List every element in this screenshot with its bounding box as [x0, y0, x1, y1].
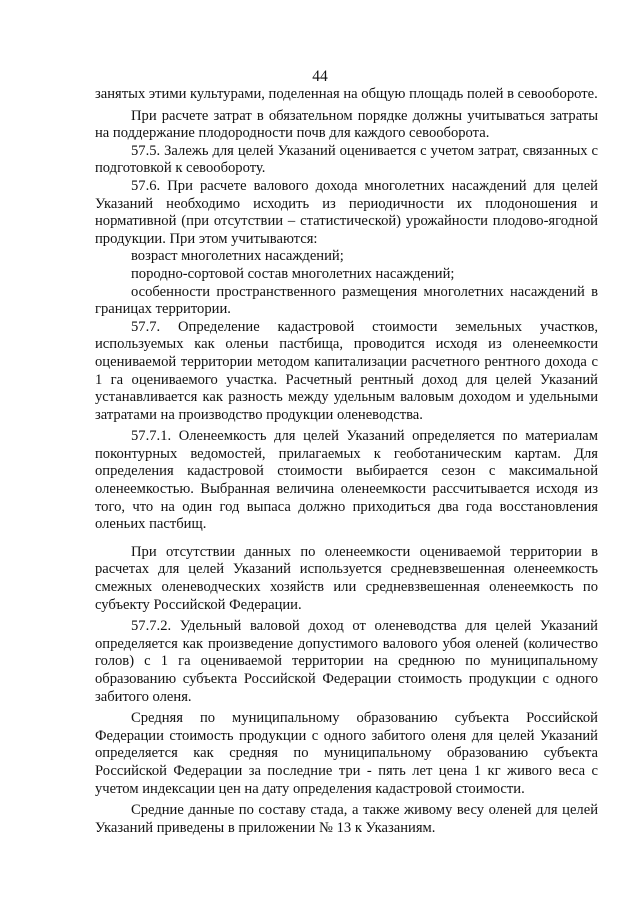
- paragraph-57-7-1: 57.7.1. Оленеемкость для целей Указаний определяется по материалам поконтурных ведомостей, прилагаемых к геоботаническим картам. Для определения кадастровой стоимости выбирается сезон с максимальной оленеемкостью. Выбранная величина оленеемкости рассчитывается исходя из того, что на один год выпаса должно приходиться два года восстановления оленьих пастбищ.: [95, 428, 598, 533]
- paragraph-57-6: 57.6. При расчете валового дохода многолетних насаждений для целей Указаний необходимо исходить из периодичности их плодоношения и нормативной (при отсутствии – статистической) урожайности плодово-ягодной продукции. При этом учитываются:: [95, 177, 598, 247]
- list-item-age: возраст многолетних насаждений;: [131, 248, 344, 265]
- paragraph-appendix-13: Средние данные по составу стада, а также живому весу оленей для целей Указаний приведены в приложении № 13 к Указаниям.: [95, 802, 598, 836]
- paragraph-57-7: 57.7. Определение кадастровой стоимости земельных участков, используемых как оленьи пастбища, проводится исходя из оленеемкости оцениваемой территории методом капитализации расчетного рентного дохода с 1 га оцениваемого участка. Расчетный рентный доход для целей Указаний устанавливается как разность между удельным валовым доходом и удельными затратами на производство продукции оленеводства.: [95, 318, 598, 423]
- paragraph-57-7-2: 57.7.2. Удельный валовой доход от оленеводства для целей Указаний определяется как произведение допустимого валового убоя оленей (количество голов) с 1 га оцениваемой территории на среднюю по муниципальному образованию субъекта Российской Федерации стоимость продукции с одного забитого оленя.: [95, 618, 598, 705]
- document-body: [95, 86, 598, 837]
- paragraph-average-cost: Средняя по муниципальному образованию субъекта Российской Федерации стоимость продукции с одного забитого оленя для целей Указаний определяется как средняя по муниципальному образованию субъекта Российской Федерации за последние три - пять лет цена 1 кг живого веса с учетом индексации цен на дату определения кадастровой стоимости.: [95, 710, 598, 797]
- list-item-varietal-composition: породно-сортовой состав многолетних насаждений;: [131, 265, 455, 282]
- paragraph-continuation: занятых этими культурами, поделенная на общую площадь полей в севообороте.: [95, 86, 598, 102]
- paragraph-soil-fertility-costs: При расчете затрат в обязательном порядке должны учитываться затраты на поддержание плодородности почв для каждого севооборота.: [95, 107, 598, 142]
- paragraph-no-data-reindeer-capacity: При отсутствии данных по оленеемкости оцениваемой территории в расчетах для целей Указаний используется средневзвешенная оленеемкость смежных оленеводческих хозяйств или средневзвешенная оленеемкость по субъекту Российской Федерации.: [95, 543, 598, 613]
- paragraph-57-5: 57.5. Залежь для целей Указаний оценивается с учетом затрат, связанных с подготовкой к севообороту.: [95, 142, 598, 177]
- list-item-spatial-placement: особенности пространственного размещения многолетних насаждений в границах территории.: [95, 283, 598, 318]
- page-number: 44: [312, 68, 328, 85]
